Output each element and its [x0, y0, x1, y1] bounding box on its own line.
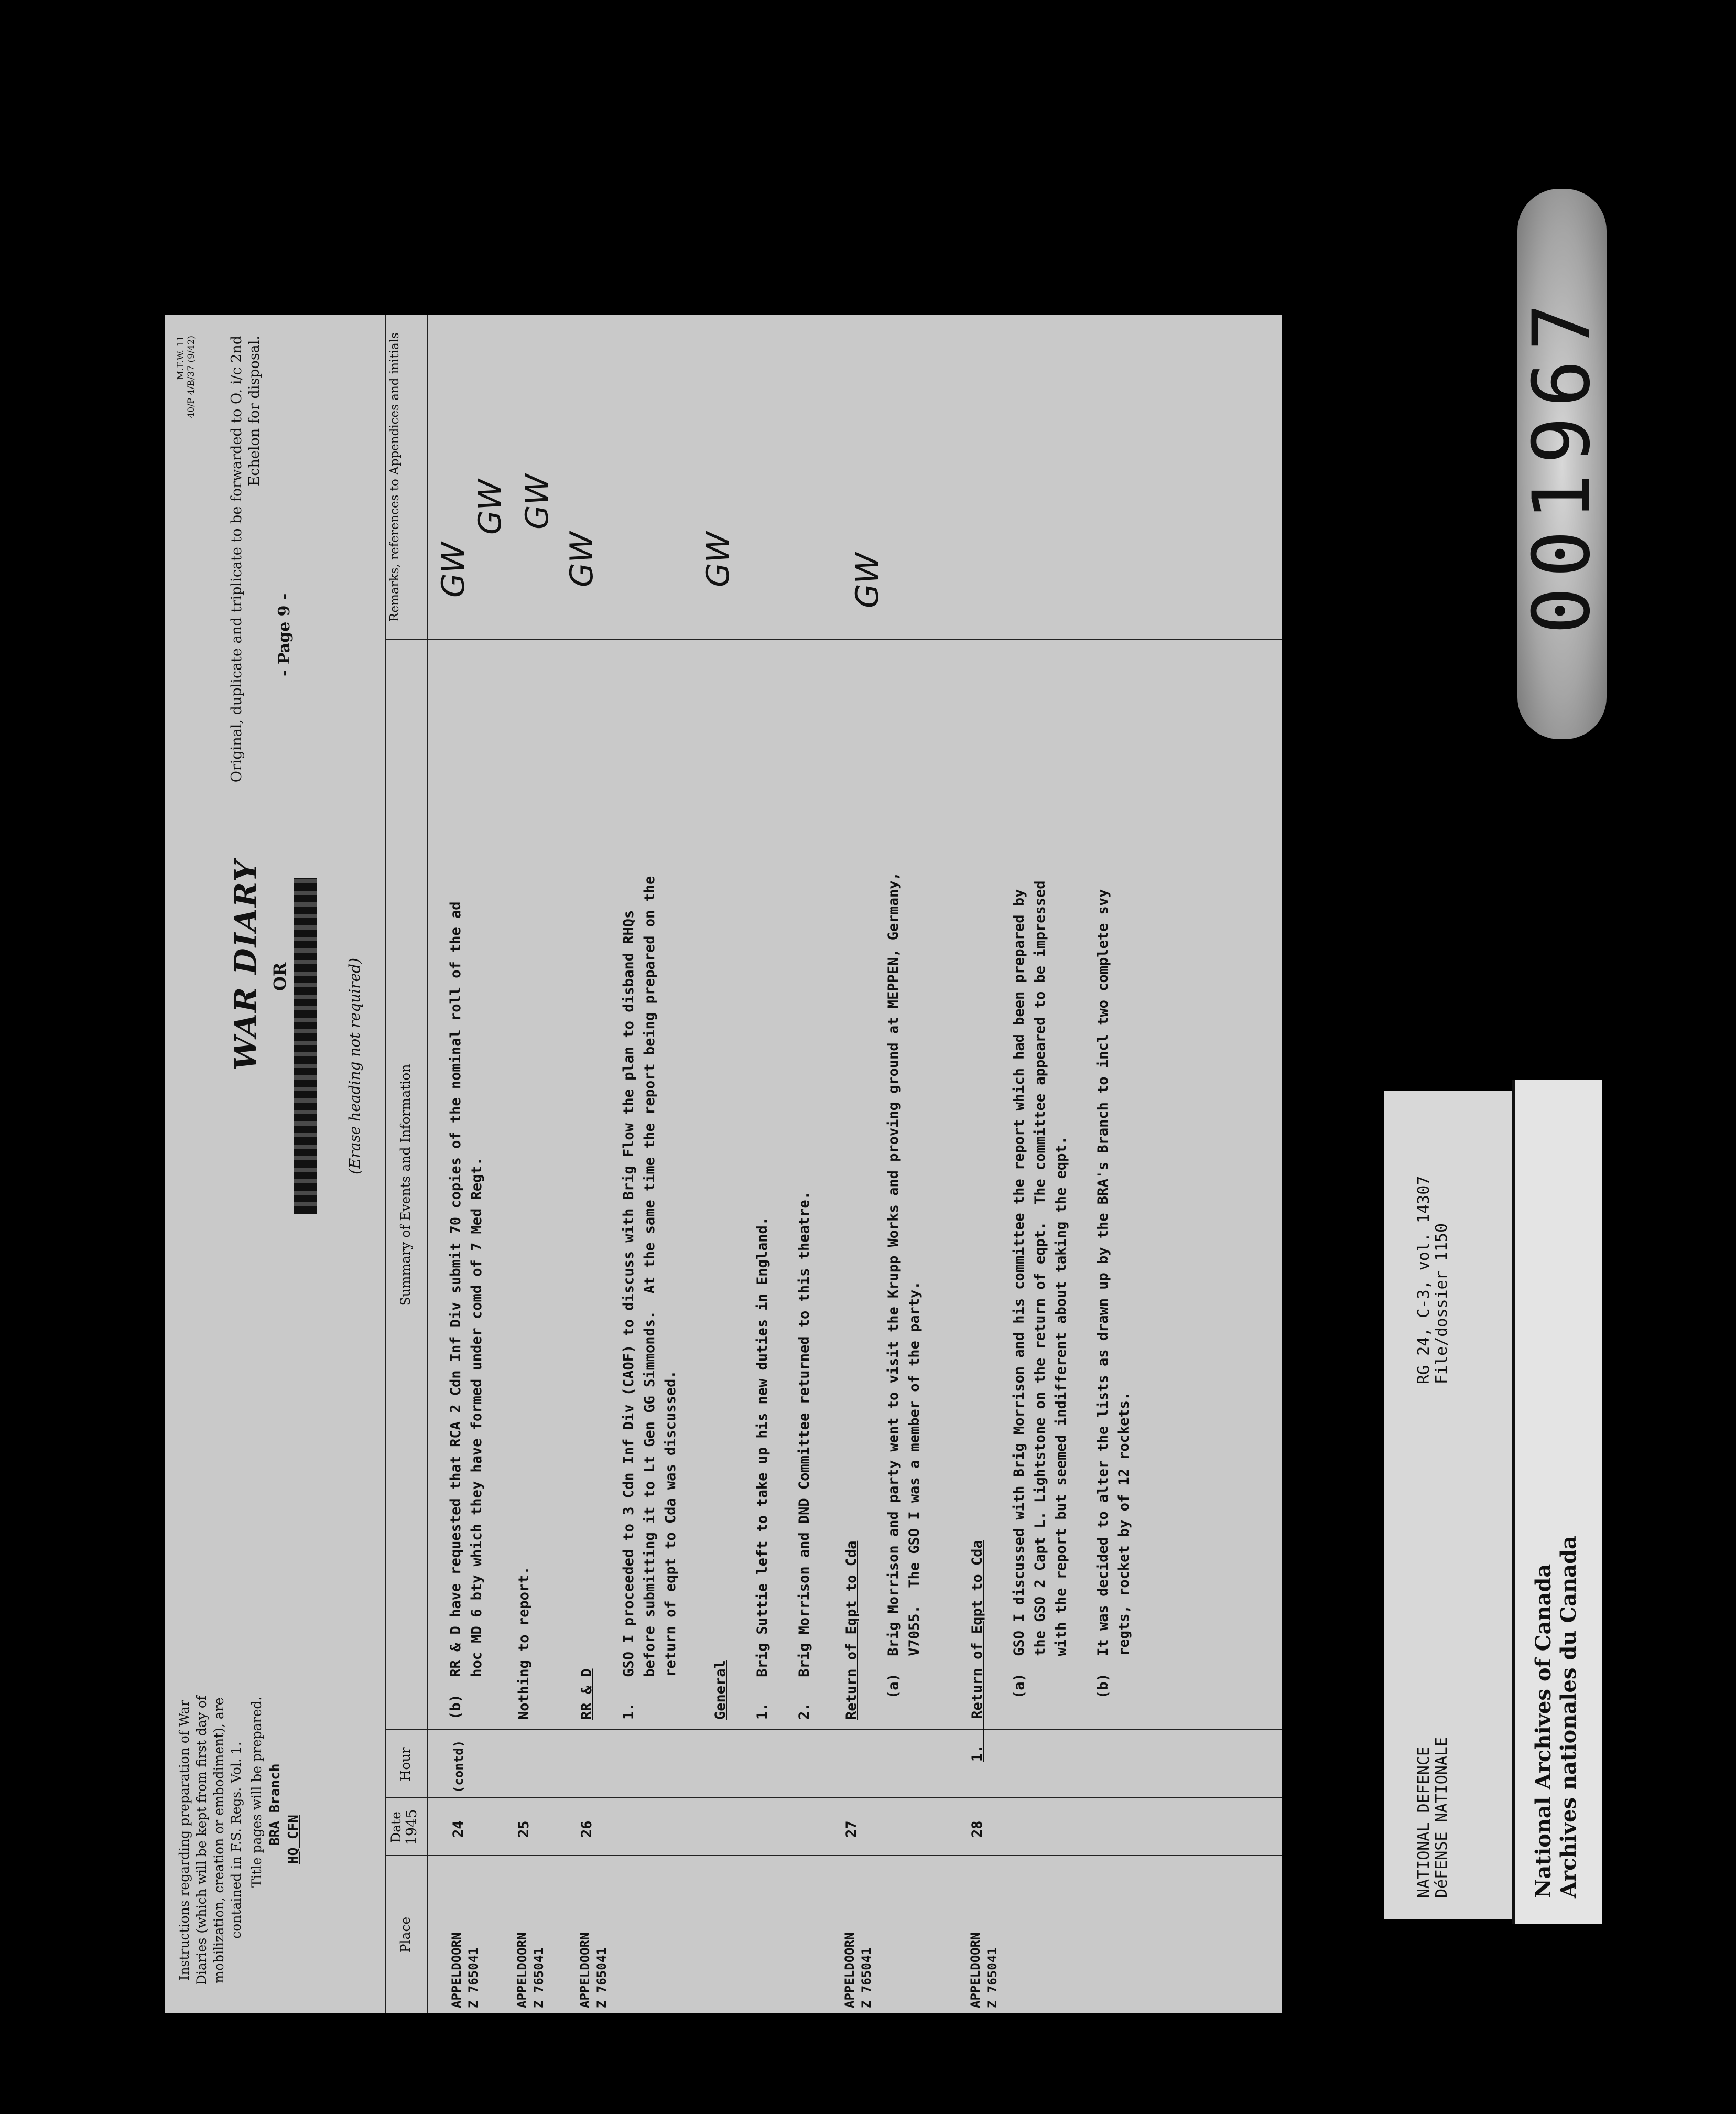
war-diary-sheet [165, 315, 1282, 2013]
col-divider-place [385, 1855, 1282, 1856]
label-line-1: NATIONAL DEFENCE [1415, 1746, 1433, 1898]
label-ref-2: File/dossier 1150 [1433, 1223, 1451, 1384]
col-header-remarks: Remarks, references to Appendices and initials [388, 332, 402, 622]
unit-name: BRA Branch [267, 1763, 283, 1846]
archive-label-ref [1384, 1091, 1512, 1919]
initials-mark: GW [700, 532, 736, 587]
label-ref-1: RG 24, C-3, vol. 14307 [1415, 1175, 1433, 1384]
diary-table [385, 315, 1282, 2013]
hq-name: HQ CFN [286, 1815, 301, 1864]
row-25-date: 25 [516, 1820, 532, 1838]
col-divider-hour [385, 1729, 1282, 1730]
page-number: - Page 9 - [275, 593, 294, 676]
row-25-summary: Nothing to report. [516, 1566, 532, 1720]
initials-mark: GW [849, 553, 886, 608]
label-archives-name [1531, 1536, 1581, 1898]
col-header-summary: Summary of Events and Information [398, 1064, 413, 1306]
row-28-date: 28 [969, 1820, 985, 1838]
row-24-summary: (b) RR & D have requested that RCA 2 Cdn Inf Div submit 70 copies of the nominal roll of the ad hoc MD 6 bty which they have formed under comd of 7 Med Regt. [448, 901, 485, 1720]
label-line-2: DéFENSE NATIONALE [1433, 1736, 1451, 1898]
form-reference-text: M.F.W. 11 40/P 4/B/37 (9/42) [176, 336, 197, 418]
table-header-rule [427, 315, 428, 2013]
row-27-heading: Return of Eqpt to Cda [843, 1540, 860, 1720]
diary-title-sub: OR [270, 962, 290, 991]
label-name-fr: Archives nationales du Canada [1556, 1536, 1581, 1898]
title-pages-note: Title pages will be prepared. [249, 1696, 264, 1888]
col-divider-date [385, 1797, 1282, 1798]
original-note [228, 336, 264, 813]
col-divider-summary [385, 639, 1282, 640]
col-header-date [388, 1798, 420, 1856]
original-note-text: Original, duplicate and triplicate to be forwarded to O. i/c 2nd Echelon for disposal. [229, 336, 263, 783]
row-27-date: 27 [843, 1820, 860, 1838]
diary-title: WAR DIARY [228, 859, 264, 1071]
row-28-heading: 1. Return of Eqpt to Cda [969, 1540, 985, 1762]
instructions-text: Instructions regarding preparation of War Diaries (which will be kept from first day of mobilization, creation or embodiment), are contained in F.S. Regs. Vol. 1. [177, 1695, 244, 1986]
row-27-summary: (a) Brig Morrison and party went to visit the Krupp Works and proving ground at MEPPEN, Germany, V7055. The GSO I was a member of the party. [885, 872, 923, 1699]
initials-mark: GW [519, 474, 556, 530]
general-summary: 1. Brig Suttie left to take up his new duties in England. 2. Brig Morrison and DND Committee returned to this theatre. [754, 1191, 812, 1720]
frame-number: 001967 [1516, 294, 1608, 634]
initials-mark: GW [435, 542, 472, 598]
initials-mark: GW [472, 479, 508, 535]
row-26-date: 26 [579, 1820, 595, 1838]
col-header-date-year: 1945 [404, 1809, 420, 1846]
row-24-date: 24 [450, 1820, 466, 1838]
row-28-place: APPELDOORN Z 765041 [968, 1932, 1000, 2008]
row-27-place: APPELDOORN Z 765041 [842, 1932, 874, 2008]
row-26-summary: 1. GSO I proceeded to 3 Cdn Inf Div (CAOF) to discuss with Brig Flow the plan to disband RHQs before submitting it to Lt Gen GG Simmonds. At the same time the report being prepared on the return of eqpt to Cda was discussed. [621, 876, 679, 1720]
erase-heading-note: (Erase heading not required) [346, 957, 363, 1174]
row-24-place: APPELDOORN Z 765041 [449, 1932, 481, 2008]
general-heading: General [712, 1660, 729, 1720]
label-record-ref [1415, 1176, 1451, 1384]
archive-label-name [1512, 1080, 1602, 1924]
label-national-defence [1415, 1737, 1451, 1898]
row-26-place: APPELDOORN Z 765041 [578, 1932, 609, 2008]
row-25-place: APPELDOORN Z 765041 [515, 1932, 546, 2008]
redacted-heading [294, 878, 317, 1214]
col-header-hour: Hour [398, 1747, 413, 1782]
table-top-rule [385, 315, 386, 2013]
col-header-date-label: Date [388, 1811, 404, 1843]
initials-mark: GW [563, 532, 600, 587]
row-24-hour: (contd) [451, 1740, 466, 1793]
row-28-summary: (a) GSO I discussed with Brig Morrison and his committee the report which had been prepared by the GSO 2 Capt L. Lightstone on the return of eqpt. The committee appeared to be impressed with the report but seemed indifferent about taking the eqpt. (b) It was decided to alter the lists as drawn up by the BRA's Branch to incl two complete svy regts, rocket by of 12 rockets. [1011, 880, 1132, 1699]
label-name-en: National Archives of Canada [1531, 1563, 1556, 1898]
col-header-place: Place [398, 1916, 413, 1953]
form-reference [176, 336, 197, 629]
row-26-heading: RR & D [579, 1668, 595, 1720]
